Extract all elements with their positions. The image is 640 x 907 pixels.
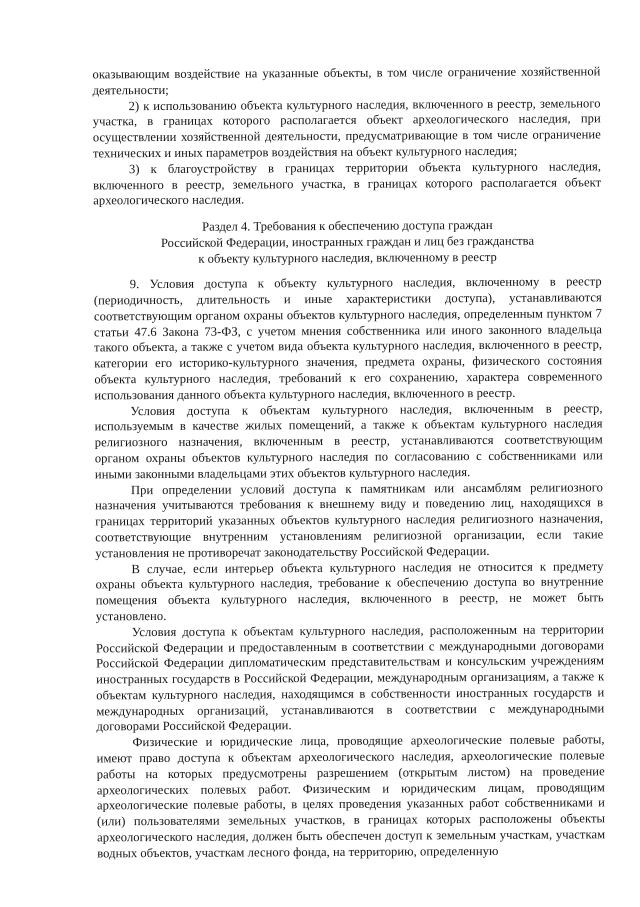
section-title	[93, 216, 601, 267]
section-title-line-1: Раздел 4. Требования к обеспечению доступа граждан	[202, 218, 493, 234]
paragraph-diplomatic-access: Условия доступа к объектам культурного наследия, расположенным на территории Российской Федерации и предоставленным в соответствии с международными договорами Российской Федерации дипломатическим представительствам и консульским учреждениям иностранных государств в Российской Федерации, международным организациям, а также к объектам культурного наследия, находящимся в собственности иностранных государств и международных организаций, устанавливаются в соответствии с международными договорами Российской Федерации.	[95, 621, 605, 734]
paragraph-item-3: 3) к благоустройству в границах территории объекта культурного наследия, включенного в реестр, земельного участка, в границах которого располагается объект археологического наследия.	[93, 159, 602, 208]
paragraph-continuation: оказывающим воздействие на указанные объекты, в том числе ограничение хозяйственной деятельности;	[92, 64, 601, 98]
paragraph-archaeological-access: Физические и юридические лица, проводящие археологические полевые работы, имеют право доступа к объектам археологического наследия, археологические полевые работы на которых предусмотрены разрешением (открытым листом) на проведение археологических полевых работ. Физическим и юридическим лицам, проводящим археологические полевые работы, в целях проведения указанных работ собственниками и (или) пользователями земельных участков, в границах которых расположены объекты археологического наследия, должен быть обеспечен доступ к земельным участкам, участкам водных объектов, участкам лесного фонда, на территорию, определенную	[96, 732, 606, 861]
paragraph-religious-access: При определении условий доступа к памятникам или ансамблям религиозного назначения учитываются требования к внешнему виду и поведению лиц, находящихся в границах территорий указанных объектов культурного наследия религиозного назначения, соответствующие внутренним установлениям религиозной организации, если такие установления не противоречат законодательству Российской Федерации.	[95, 479, 604, 561]
paragraph-residential-access: Условия доступа к объектам культурного наследия, включенным в реестр, используемым в качестве жилых помещений, а также к объектам культурного наследия религиозного назначения, включенным в реестр, устанавливаются соответствующим органом охраны объектов культурного наследия по согласованию с собственниками или иными законными владельцами этих объектов культурного наследия.	[94, 400, 603, 482]
section-title-line-3: к объекту культурного наследия, включенному в реестр	[198, 250, 497, 266]
paragraph-clause-9: 9. Условия доступа к объекту культурного наследия, включенному в реестр (периодичность, длительность и иные характеристики доступа), устанавливаются соответствующим органом охраны объектов культурного наследия, определенным пунктом 7 статьи 47.6 Закона 73-ФЗ, с учетом мнения собственника или иного законного владельца такого объекта, а также с учетом вида объекта культурного наследия, включенного в реестр, категории его историко-культурного значения, предмета охраны, физического состояния объекта культурного наследия, требований к его сохранению, характера современного использования данного объекта культурного наследия, включенного в реестр.	[93, 274, 603, 403]
section-title-line-2: Российской Федерации, иностранных граждан и лиц без гражданства	[160, 233, 535, 251]
paragraph-item-2: 2) к использованию объекта культурного наследия, включенного в реестр, земельного участка, в границах которого располагается объект археологического наследия, при осуществлении хозяйственной деятельности, предусматривающие в том числе ограничение технических и иных параметров воздействия на объект культурного наследия;	[92, 95, 601, 161]
paragraph-interior-access: В случае, если интерьер объекта культурного наследия не относится к предмету охраны объекта культурного наследия, требование к обеспечению доступа во внутренние помещения объекта культурного наследия, включенного в реестр, не может быть установлено.	[95, 558, 604, 624]
